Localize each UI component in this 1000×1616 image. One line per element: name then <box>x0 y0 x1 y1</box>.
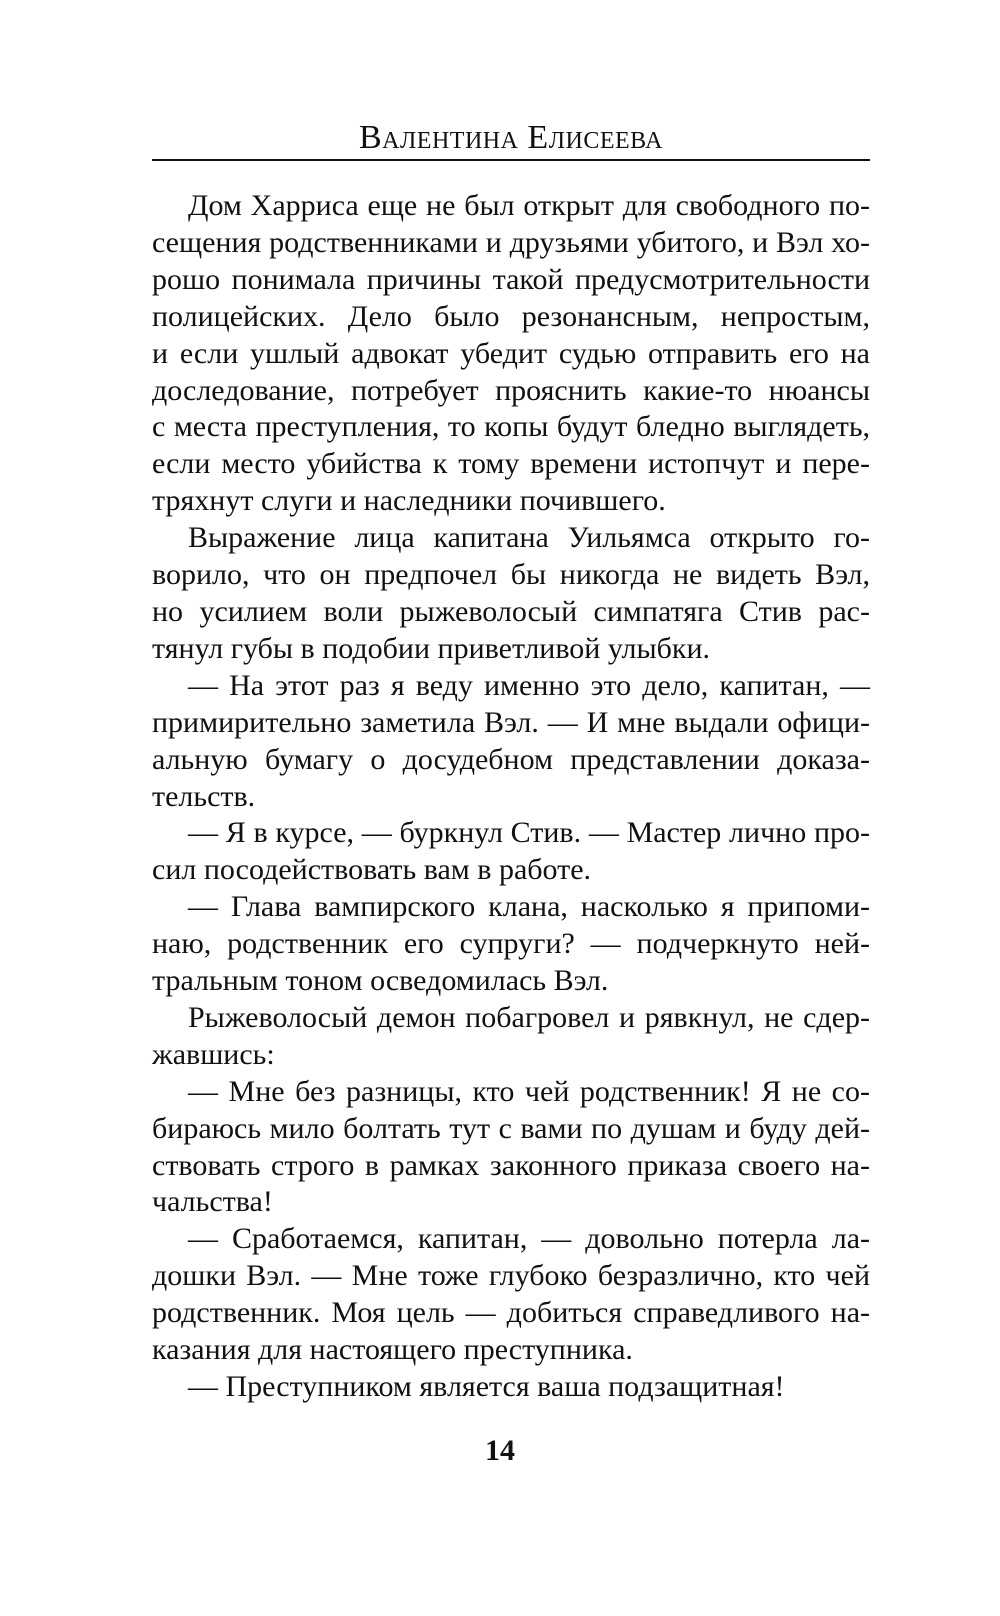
text-line: рошо понимала причины такой предусмотрительности <box>152 262 870 296</box>
text-line: — На этот раз я веду именно это дело, капитан, — <box>188 668 870 702</box>
text-line: — Сработаемся, капитан, — довольно потерла ла- <box>188 1222 870 1256</box>
text-line: доследование, потребует прояснить какие-то нюансы <box>152 373 870 407</box>
paragraph <box>152 668 870 816</box>
paragraph <box>152 520 870 668</box>
text-line: Дом Харриса еще не был открыт для свободного по- <box>188 189 870 222</box>
text-line: — Преступником является ваша подзащитная! <box>188 1370 785 1403</box>
text-line: сил посодействовать вам в работе. <box>152 853 592 887</box>
paragraph <box>152 1369 870 1406</box>
paragraph <box>152 815 870 889</box>
text-line: наю, родственник его супруги? — подчеркнуто ней- <box>152 927 870 961</box>
text-line: примирительно заметила Вэл. — И мне выдали офици- <box>152 705 870 739</box>
text-line: чальства! <box>152 1185 273 1219</box>
text-line: полицейских. Дело было резонансным, непростым, <box>152 299 870 333</box>
text-line: жавшись: <box>152 1037 275 1071</box>
text-line: казания для настоящего преступника. <box>152 1333 633 1367</box>
page-number: 14 <box>485 1434 515 1467</box>
text-line: сещения родственниками и друзьями убитого, и Вэл хо- <box>152 225 870 259</box>
text-line: — Я в курсе, — буркнул Стив. — Мастер лично про- <box>188 816 870 850</box>
text-line: Выражение лица капитана Уильямса открыто го- <box>188 521 870 555</box>
text-line: — Глава вампирского клана, насколько я припоми- <box>188 890 870 924</box>
paragraph <box>152 889 870 1000</box>
paragraph <box>152 188 870 520</box>
text-line: и если ушлый адвокат убедит судью отправить его на <box>152 336 870 370</box>
text-line: тральным тоном осведомилась Вэл. <box>152 964 609 998</box>
text-line: если место убийства к тому времени истопчут и пере- <box>152 447 870 481</box>
paragraph <box>152 1221 870 1369</box>
text-line: тянул губы в подобии приветливой улыбки. <box>152 631 711 665</box>
text-line: но усилием воли рыжеволосый симпатяга Стив рас- <box>152 594 870 628</box>
text-line: — Мне без разницы, кто чей родственник! Я не со- <box>188 1074 870 1108</box>
text-line: дошки Вэл. — Мне тоже глубоко безразлично, кто чей <box>152 1259 870 1293</box>
text-line: родственник. Моя цель — добиться справедливого на- <box>152 1296 870 1330</box>
header-rule <box>152 159 870 161</box>
text-line: альную бумагу о досудебном представлении доказа- <box>152 742 870 776</box>
text-line: бираюсь мило болтать тут с вами по душам и буду дей- <box>152 1111 870 1145</box>
text-line: Рыжеволосый демон побагровел и рявкнул, не сдер- <box>188 1000 870 1034</box>
running-head: Валентина Елисеева <box>359 119 663 156</box>
text-line: ствовать строго в рамках законного приказа своего на- <box>152 1148 870 1182</box>
text-line: тельств. <box>152 779 256 813</box>
paragraph <box>152 1000 870 1074</box>
text-line: тряхнут слуги и наследники почившего. <box>152 484 666 518</box>
text-line: с места преступления, то копы будут бледно выглядеть, <box>152 410 870 444</box>
paragraph <box>152 1074 870 1222</box>
text-line: ворило, что он предпочел бы никогда не видеть Вэл, <box>152 558 870 592</box>
text-body <box>152 188 870 1406</box>
